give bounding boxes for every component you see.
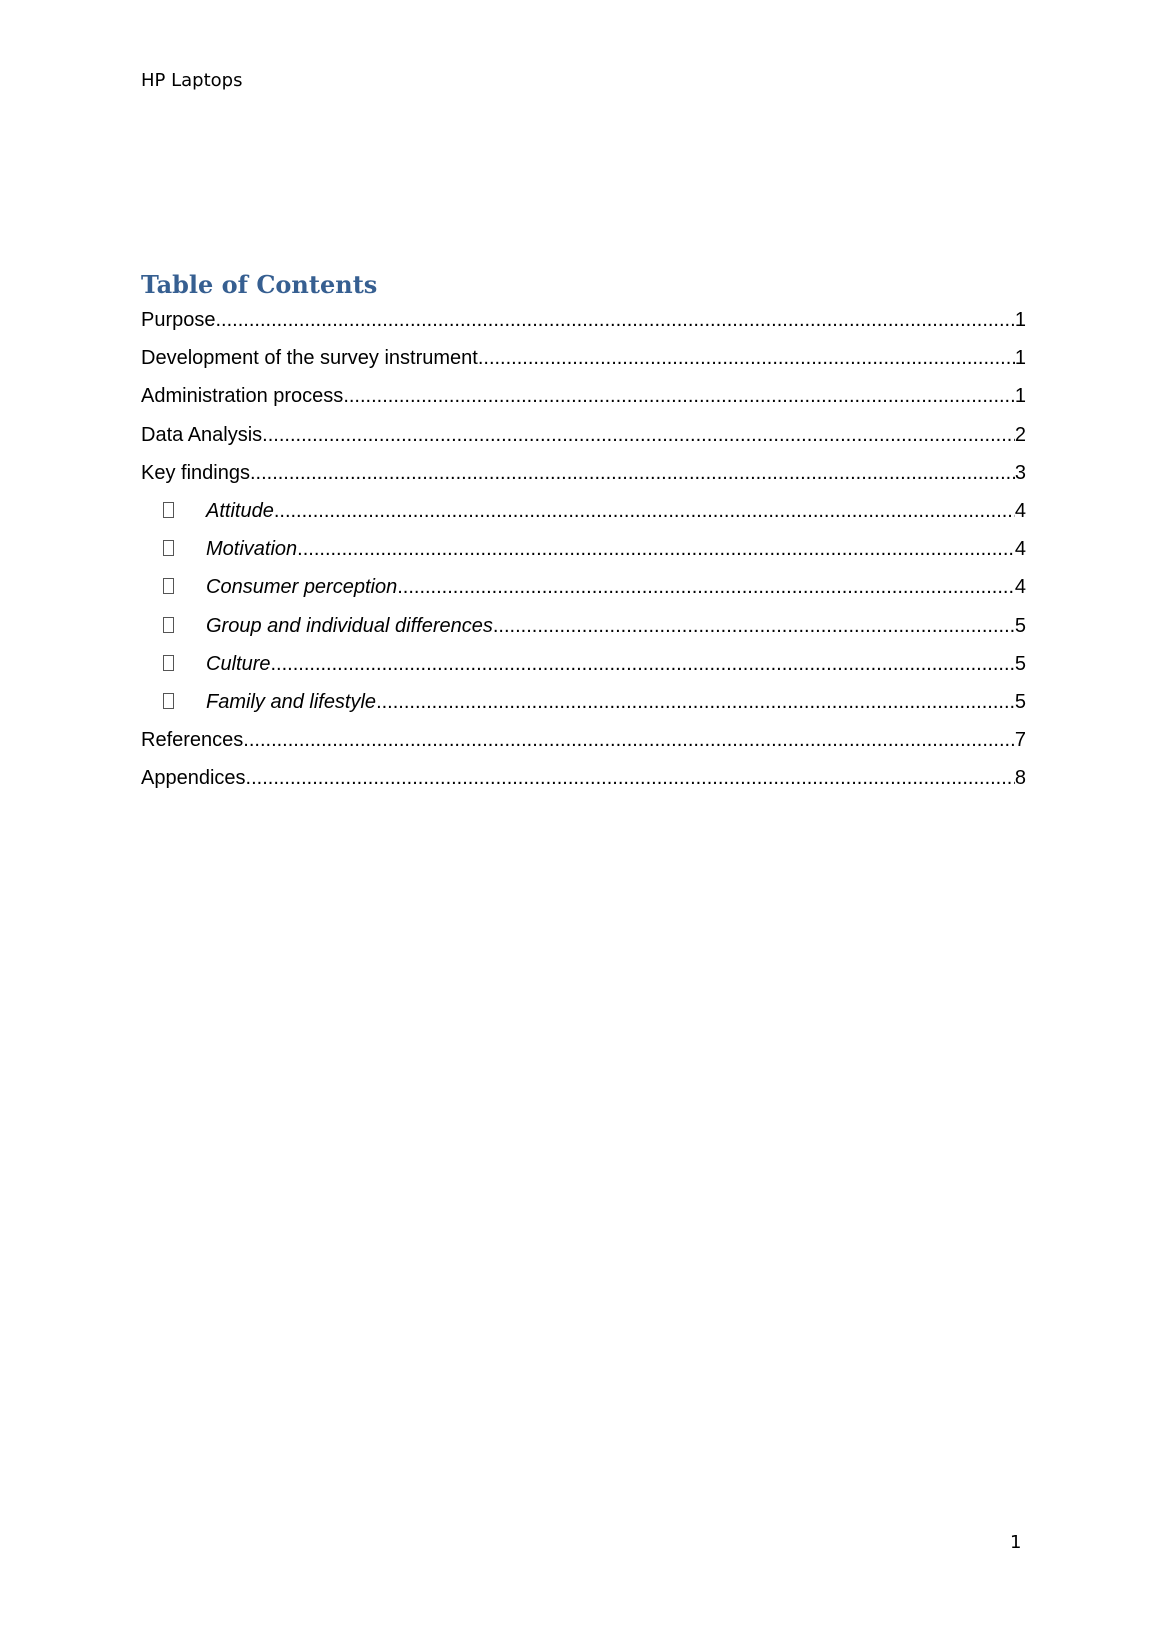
toc-entry-page: 5 bbox=[1014, 614, 1026, 637]
toc-entry[interactable] bbox=[141, 384, 1026, 422]
toc-entry-label: Administration process bbox=[141, 385, 344, 408]
toc-entry-page: 3 bbox=[1014, 461, 1026, 484]
toc-entry[interactable] bbox=[141, 461, 1026, 499]
toc-entry-label: Family and lifestyle bbox=[206, 690, 377, 713]
toc-leader-dots bbox=[376, 690, 1015, 714]
toc-subentry[interactable] bbox=[141, 575, 1026, 613]
toc-leader-dots bbox=[216, 308, 1015, 332]
page-number: 1 bbox=[1010, 1532, 1022, 1553]
toc-entry[interactable] bbox=[141, 728, 1026, 766]
toc-leader-dots bbox=[250, 461, 1015, 485]
toc-leader-dots bbox=[493, 614, 1015, 638]
page-header: HP Laptops bbox=[141, 70, 243, 91]
toc-subentry[interactable] bbox=[141, 690, 1026, 728]
toc-entry-label: References bbox=[141, 729, 244, 752]
bullet-icon bbox=[163, 578, 174, 594]
toc-entry-page: 7 bbox=[1014, 729, 1026, 752]
toc-entry-page: 4 bbox=[1014, 499, 1026, 522]
toc-entry-label: Group and individual differences bbox=[206, 614, 493, 637]
toc-leader-dots bbox=[270, 652, 1014, 676]
toc-leader-dots bbox=[243, 728, 1015, 752]
toc-leader-dots bbox=[478, 346, 1015, 370]
toc-entry-page: 5 bbox=[1014, 652, 1026, 675]
toc-entry[interactable] bbox=[141, 766, 1026, 804]
table-of-contents bbox=[141, 308, 1026, 804]
bullet-icon bbox=[163, 693, 174, 709]
toc-subentry[interactable] bbox=[141, 537, 1026, 575]
toc-entry-page: 8 bbox=[1014, 767, 1026, 790]
toc-entry-page: 1 bbox=[1014, 309, 1026, 331]
bullet-icon bbox=[163, 540, 174, 556]
toc-entry[interactable] bbox=[141, 423, 1026, 461]
toc-entry-label: Development of the survey instrument bbox=[141, 347, 478, 370]
toc-entry[interactable] bbox=[141, 346, 1026, 384]
toc-entry-label: Purpose bbox=[141, 309, 216, 331]
toc-entry-label: Motivation bbox=[206, 538, 298, 561]
bullet-icon bbox=[163, 655, 174, 671]
toc-leader-dots bbox=[246, 766, 1015, 790]
toc-subentry[interactable] bbox=[141, 614, 1026, 652]
toc-entry-label: Attitude bbox=[206, 499, 274, 522]
toc-leader-dots bbox=[274, 499, 1015, 523]
toc-entry-label: Culture bbox=[206, 652, 271, 675]
toc-entry[interactable] bbox=[141, 308, 1026, 346]
toc-entry-label: Consumer perception bbox=[206, 576, 398, 599]
toc-leader-dots bbox=[262, 423, 1015, 447]
toc-entry-page: 4 bbox=[1014, 576, 1026, 599]
toc-leader-dots bbox=[343, 384, 1015, 408]
toc-entry-label: Appendices bbox=[141, 767, 246, 790]
toc-entry-page: 5 bbox=[1014, 690, 1026, 713]
toc-heading: Table of Contents bbox=[141, 270, 378, 299]
bullet-icon bbox=[163, 502, 174, 518]
toc-entry-page: 1 bbox=[1014, 385, 1026, 408]
toc-entry-page: 4 bbox=[1014, 538, 1026, 561]
toc-subentry[interactable] bbox=[141, 499, 1026, 537]
bullet-icon bbox=[163, 617, 174, 633]
toc-leader-dots bbox=[297, 537, 1015, 561]
toc-entry-label: Data Analysis bbox=[141, 423, 263, 446]
toc-entry-page: 1 bbox=[1014, 347, 1026, 370]
toc-leader-dots bbox=[397, 575, 1015, 599]
toc-subentry[interactable] bbox=[141, 652, 1026, 690]
toc-entry-page: 2 bbox=[1014, 423, 1026, 446]
toc-entry-label: Key findings bbox=[141, 461, 250, 484]
